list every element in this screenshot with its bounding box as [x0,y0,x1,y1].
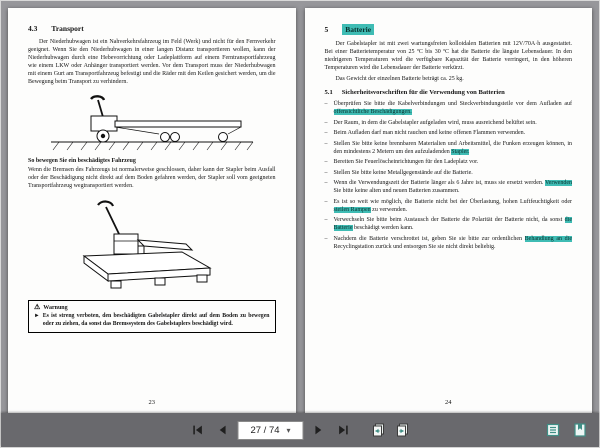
section-heading [325,24,573,35]
section-title-highlighted: Batterie [342,24,374,35]
highlighted-text: steilen Rampen [333,206,371,213]
warning-text: Es ist streng verboten, den beschädigten Gabelstapler direkt auf dem Boden zu bewegen oder zu ziehen, da sonst das Bremssystem des Gabelstaplers beschädigt wird. [42,313,270,327]
list-marker: – [324,169,328,176]
list-item: – Nachdem die Batterie verschrottet ist, geben Sie sie bitte zur ordentlichen Behandlung an die Recyclingstation zurück und entsorgen Sie sie nicht direkt beliebig. [324,235,572,250]
list-item: – Beim Aufladen darf man nicht rauchen und keine offenen Flammen verwenden. [324,130,526,136]
list-item: – Stellen Sie bitte keine brennbaren Materialien und Arbeitsmittel, die Funken erzeugen können, in den mindestens 2 Metern um den aufzuladenden Stapler. [324,140,572,155]
next-page-button[interactable] [309,420,329,440]
paragraph: Wenn die Bremsen des Fahrzeugs ist normalerweise geschlossen, daher kann der Stapler beim Ausfall oder der Beschädigung nicht direkt auf dem Boden gefahren werden, der Stapler soll vom geeigneten Transportfahrzeug wegtransportiert werden. [28,167,276,189]
page-indicator-value: 27 / 74 [250,424,280,436]
list-marker: – [324,119,328,126]
list-item: – Überprüfen Sie bitte die Kabelverbindungen und Steckverbindungsteile vor dem Aufladen auf offensichtliche Beschädigungen. [324,101,572,115]
view-history-group [369,420,413,440]
section-number: 5 [324,25,329,34]
list-marker: – [324,130,328,136]
list-marker: – [324,180,328,186]
next-view-icon [395,422,411,438]
subsection-number: 5.1 [324,89,333,96]
bookmarks-panel-button[interactable] [570,420,590,440]
paragraph: Das Gewicht der einzelnen Batterie beträgt ca. 25 kg. [335,76,464,82]
list-marker: – [324,217,328,223]
next-view-button[interactable] [393,420,413,440]
warning-box [28,300,276,333]
panel-toggle-group [543,420,590,440]
chevron-down-icon: ▾ [286,425,291,435]
first-page-icon [191,423,205,437]
subsection-heading [325,89,573,96]
arrow-bullet-icon: ► [34,313,40,319]
viewer-toolbar [1,413,599,447]
list-marker: – [324,101,328,107]
list-marker: – [324,198,328,205]
previous-view-icon [371,422,387,438]
previous-view-button[interactable] [369,420,389,440]
highlighted-text: die Batterie [333,217,572,231]
pallet-truck-side-figure [28,90,276,154]
list-item: – Es ist so weit wie möglich, die Batterie nicht bei der Überlastung, hohen Luftfeuchtigkeit oder steilen Rampen zu verwenden. [324,198,572,213]
thumbnails-panel-icon [545,422,561,438]
thumbnails-panel-button[interactable] [543,420,563,440]
section-title: Transport [51,24,84,33]
subsection-title: Sicherheitsvorschriften für die Verwendung von Batterien [341,89,505,96]
paragraph: Der Gabelstapler ist mit zwei wartungsfreien kolloidalen Batterien mit 12V/70A·h ausgestattet. Bei einer Batterietemperatur von 25 ºC bis 30 ºC hat die Batterie die längste Lebensdauer. In den niedrigeren Temperaturen wird die verfügbare Kapazität der Batterie verringert, in den höheren Temperaturen wird die Lebensdauer der Batterie verkürzt. [324,41,572,71]
highlighted-text: Behandlung an die [524,235,572,242]
figure-caption: So bewegen Sie ein beschädigtes Fahrzeug [28,158,136,164]
document-spread [8,8,592,413]
list-item: – Verwechseln Sie bitte beim Austausch der Batterie die Polarität der Batterie nicht, da sonst die Batterie beschädigt werden kann. [324,217,572,231]
previous-page-button[interactable] [213,420,233,440]
warning-text-row [34,313,270,328]
bookmarks-panel-icon [572,422,588,438]
previous-page-icon [216,423,230,437]
list-marker: – [324,140,328,147]
list-item: – Wenn die Verwendungszeit der Batterie länger als 6 Jahre ist, muss sie ersetzt werden. Verwenden Sie bitte keine alten und neuen Batterien zusammen. [324,180,572,194]
list-marker: – [324,159,328,165]
list-marker: – [324,235,328,242]
list-item: – Stellen Sie bitte keine Metallgegenstände auf die Batterie. [324,169,473,176]
truck-on-pallet-drawing [54,194,224,294]
highlighted-text: offensichtliche Beschädigungen. [333,109,412,115]
last-page-icon [337,423,351,437]
paragraph: Der Niederhubwagen ist ein Nahverkehrsfahrzeug im Feld (Werk) und nicht für den Fernverkehr geeignet. Wenn Sie den Niederhubwagen in einer langen Distanz transportieren wollen, kann der Niederhubwagen durch eine Hebevorrichtung oder Ladeplattform auf einem Ferntransportfahrzeug wie einem LKW oder Anhänger transportiert werden. Vor dem Transport muss der Niederhubwagen mit einem Gurt am Transportfahrzeug befestigt und die Räder mit den Keilen gesichert werden, um die Bewegung beim Transport zu verhindern. [28,39,276,85]
safety-rules-list [325,100,573,251]
page-number: 23 [148,399,155,406]
highlighted-text: Verwenden [545,180,572,186]
warning-icon: ⚠ [34,303,41,311]
truck-on-pallet-figure [28,194,276,294]
list-item: – Bereiten Sie Feuerlöscheinrichtungen für den Ladeplatz vor. [324,159,479,165]
section-heading [28,24,276,33]
page-indicator-combobox[interactable] [238,421,304,440]
page-navigation-group [188,420,413,440]
section-number: 4.3 [28,24,38,33]
highlighted-text: Stapler. [451,148,470,155]
next-page-icon [312,423,326,437]
first-page-button[interactable] [188,420,208,440]
document-page-left [8,8,296,413]
pallet-truck-drawing [47,90,257,154]
warning-header [34,304,270,311]
list-item: – Der Raum, in dem die Gabelstapler aufgeladen wird, muss ausreichend belüftet sein. [324,119,537,126]
page-number: 24 [445,399,452,406]
warning-title: Warnung [43,304,68,311]
document-page-right [305,8,593,413]
last-page-button[interactable] [334,420,354,440]
